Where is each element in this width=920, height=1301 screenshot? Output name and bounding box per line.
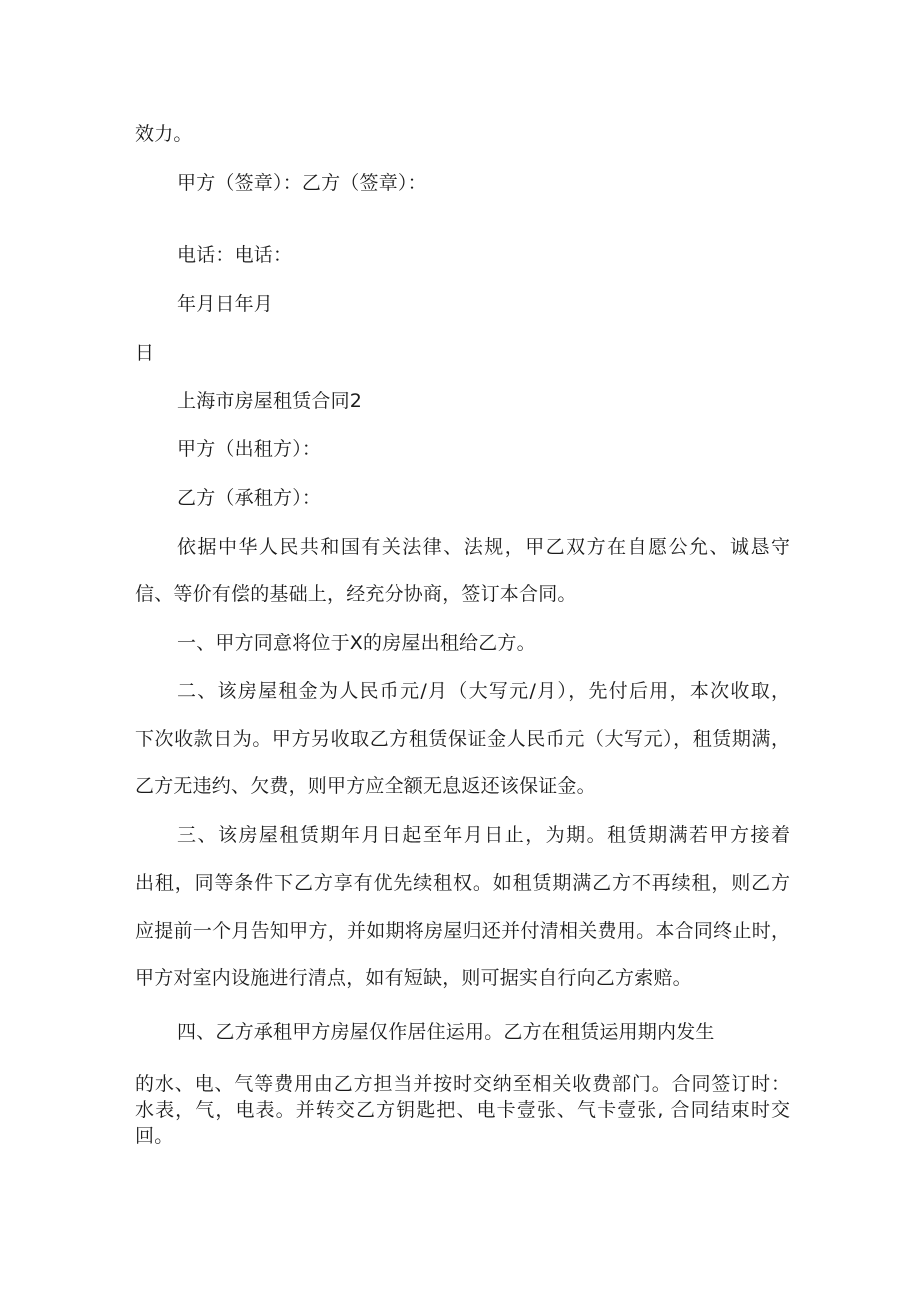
preamble-line-2: 信、等价有偿的基础上，经充分协商，签订本合同。 [135, 583, 577, 605]
clause-3-line-3: 应提前一个月告知甲方，并如期将房屋归还并付清相关费用。本合同终止时， [135, 920, 790, 942]
clause-4-line-4: 回。 [135, 1125, 174, 1147]
clause-2-line-3: 乙方无违约、欠费，则甲方应全额无息返还该保证金。 [135, 775, 596, 797]
clause-4-line-1: 四、乙方承租甲方房屋仅作居住运用。乙方在租赁运用期内发生 [177, 1021, 715, 1043]
clause-3-line-1: 三、该房屋租赁期年月日起至年月日止，为期。租赁期满若甲方接着 [177, 824, 790, 846]
party-b-line: 乙方（承租方）： [177, 487, 322, 509]
clause-2-line-1: 二、该房屋租金为人民币元/月（大写元/月），先付后用，本次收取， [177, 680, 790, 702]
text-line-continuation: 效力。 [135, 123, 193, 145]
contract-title: 上海市房屋租赁合同2 [177, 390, 363, 412]
clause-4-line-2: 的水、电、气等费用由乙方担当并按时交纳至相关收费部门。合同签订时： [135, 1073, 790, 1095]
clause-4-line-3: 水表，气，电表。并转交乙方钥匙把、电卡壹张、气卡壹张, 合同结束时交 [135, 1099, 790, 1121]
preamble-line-1: 依据中华人民共和国有关法律、法规，甲乙双方在自愿公允、诚恳守 [177, 536, 790, 558]
clause-3-line-2: 出租，同等条件下乙方享有优先续租权。如租赁期满乙方不再续租，则乙方 [135, 872, 790, 894]
phone-line: 电话：电话： [177, 244, 293, 266]
party-a-line: 甲方（出租方）： [177, 438, 322, 460]
signature-line: 甲方（签章）：乙方（签章）： [177, 172, 427, 194]
clause-1: 一、甲方同意将位于X的房屋出租给乙方。 [177, 632, 536, 654]
date-line: 年月日年月 [177, 293, 274, 315]
date-line-day: 日 [135, 342, 155, 364]
clause-3-line-4: 甲方对室内设施进行清点，如有短缺，则可据实自行向乙方索赔。 [135, 967, 692, 989]
clause-2-line-2: 下次收款日为。甲方另收取乙方租赁保证金人民币元（大写元），租赁期满， [135, 728, 790, 750]
